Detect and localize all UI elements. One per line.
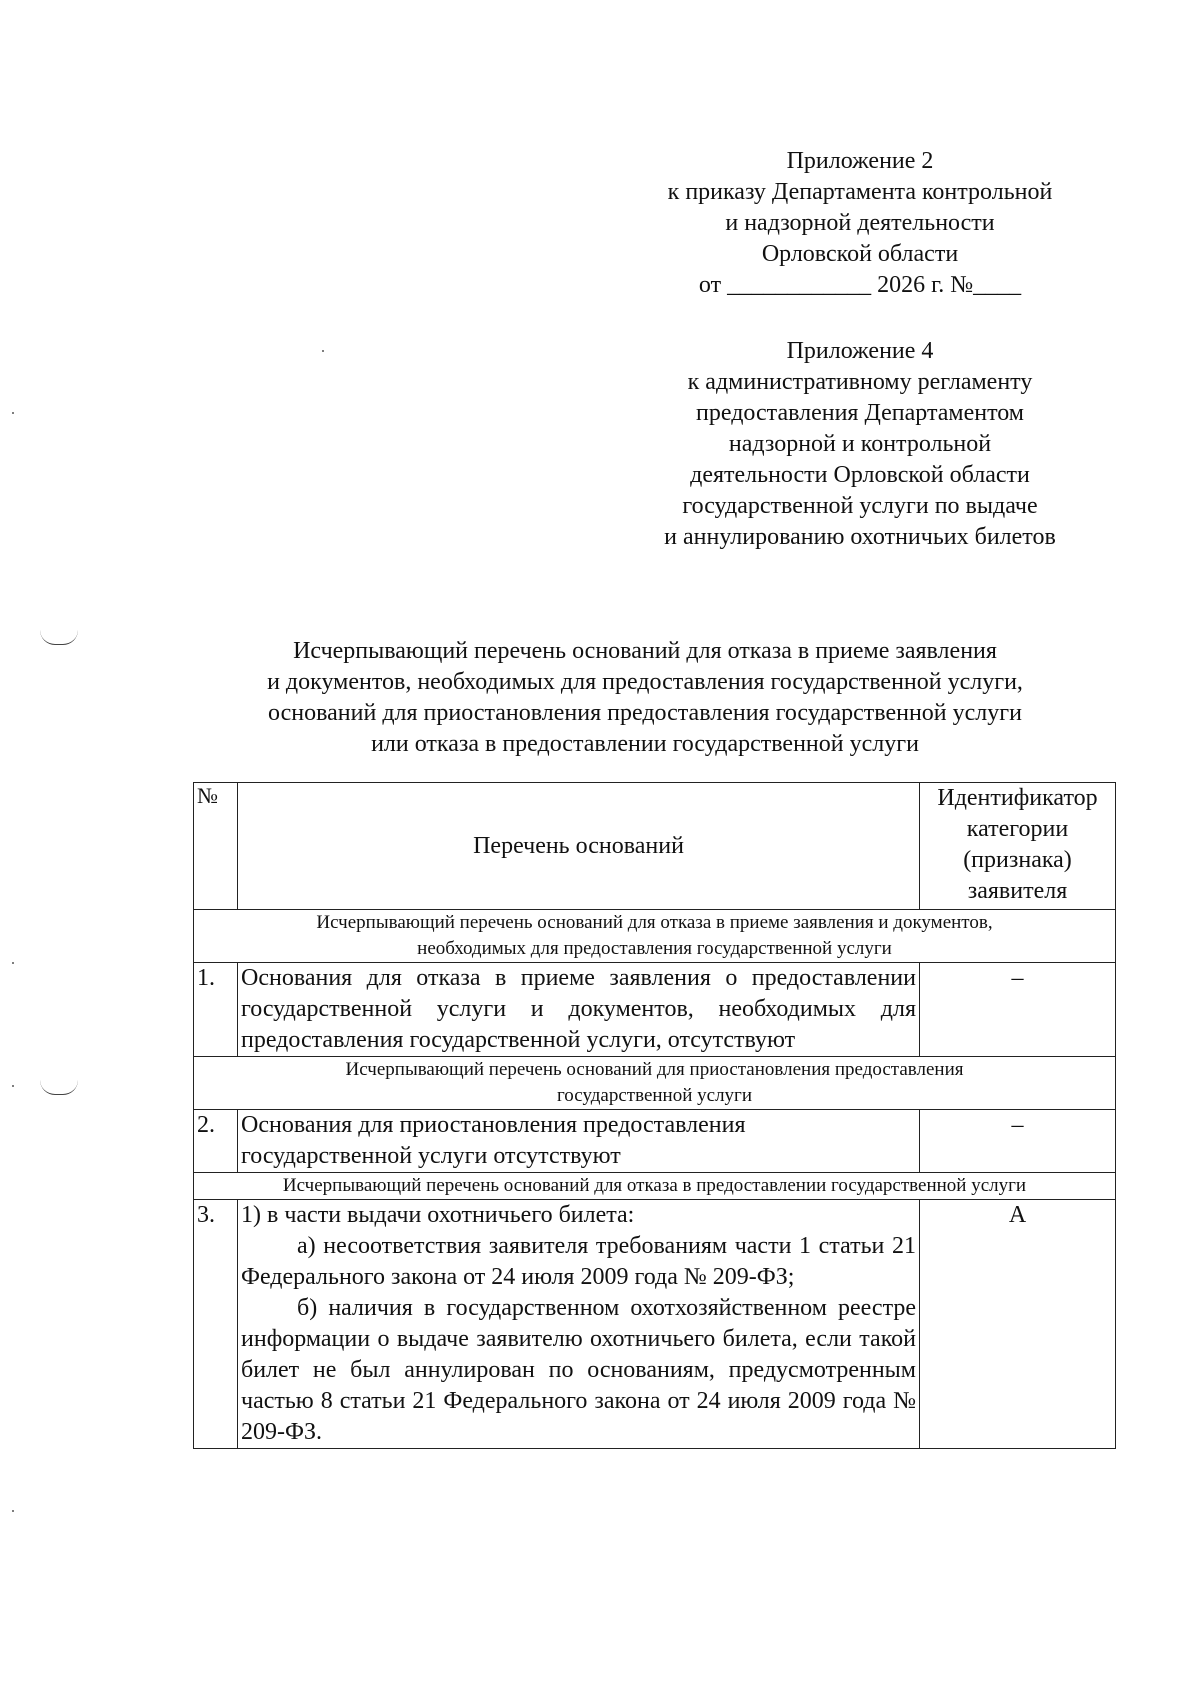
header-id-line: заявителя — [967, 878, 1068, 904]
document-title — [175, 636, 1115, 760]
section-line: необходимых для предоставления государственной услуги — [417, 938, 892, 959]
header-grounds-list: Перечень оснований — [238, 783, 920, 910]
appendix-4-line: предоставления Департаментом — [696, 400, 1024, 426]
row-3-paragraph: а) несоответствия заявителя требованиям части 1 статьи 21 Федерального закона от 24 июля 2009 года № 209-ФЗ; — [241, 1233, 916, 1290]
section-suspension — [194, 1057, 1116, 1110]
scan-dot — [12, 962, 14, 964]
row-2-line: Основания для приостановления предоставления — [241, 1112, 746, 1138]
row-applicant-id: – — [920, 963, 1116, 1057]
row-3-paragraph: 1) в части выдачи охотничьего билета: — [241, 1202, 635, 1228]
section-refusal-provision — [194, 1173, 1116, 1200]
header-id-line: категории — [966, 816, 1069, 842]
scan-dot — [12, 1510, 14, 1512]
row-1-paragraph: Основания для отказа в приеме заявления о предоставлении государственной услуги и документов, необходимых для предоставления государственной услуги, отсутствуют — [241, 965, 916, 1053]
row-grounds-text — [238, 1200, 920, 1449]
section-row — [194, 910, 1116, 963]
header-number: № — [194, 783, 238, 910]
header-applicant-category — [920, 783, 1116, 910]
scan-mark — [40, 1080, 78, 1095]
appendix-2-line: Приложение 2 — [786, 148, 934, 174]
scan-dot — [12, 1085, 14, 1087]
appendix-4-line: к административному регламенту — [687, 369, 1033, 395]
table-row — [194, 1110, 1116, 1173]
scan-dot — [322, 350, 324, 352]
table-row — [194, 963, 1116, 1057]
row-number: 3. — [194, 1200, 238, 1449]
row-applicant-id: – — [920, 1110, 1116, 1173]
section-line: государственной услуги — [556, 1085, 753, 1106]
row-number: 2. — [194, 1110, 238, 1173]
appendix-4-line: и аннулированию охотничьих билетов — [664, 524, 1056, 550]
appendix-2-date-line: от ____________ 2026 г. №____ — [698, 272, 1022, 298]
appendix-4-line: Приложение 4 — [786, 338, 934, 364]
section-line: Исчерпывающий перечень оснований для приостановления предоставления — [345, 1059, 964, 1080]
section-line: Исчерпывающий перечень оснований для отказа в предоставлении государственной услуги — [282, 1175, 1027, 1196]
row-grounds-text — [238, 963, 920, 1057]
header-id-line: (признака) — [963, 847, 1072, 873]
appendix-4-line: государственной услуги по выдаче — [682, 493, 1038, 519]
scan-dot — [12, 412, 14, 414]
title-line: и документов, необходимых для предоставления государственной услуги, — [267, 669, 1023, 695]
table-row — [194, 1200, 1116, 1449]
title-line: оснований для приостановления предоставления государственной услуги — [268, 700, 1022, 726]
appendix-2-line: к приказу Департамента контрольной — [667, 179, 1053, 205]
table-header-row — [194, 783, 1116, 910]
section-row — [194, 1057, 1116, 1110]
appendix-2-line: Орловской области — [761, 241, 959, 267]
row-3-paragraph: б) наличия в государственном охотхозяйственном реестре информации о выдаче заявителю охотничьего билета, если такой билет не был аннулирован по основаниям, предусмотренным частью 8 статьи 21 Федерального закона от 24 июля 2009 года № 209-ФЗ. — [241, 1295, 916, 1445]
row-applicant-id: А — [920, 1200, 1116, 1449]
header-id-line: Идентификатор — [937, 785, 1098, 811]
appendix-4-line: деятельности Орловской области — [690, 462, 1030, 488]
appendix-4-line: надзорной и контрольной — [728, 431, 992, 457]
title-line: Исчерпывающий перечень оснований для отказа в приеме заявления — [293, 638, 997, 664]
appendix-2-block — [620, 146, 1100, 301]
row-number: 1. — [194, 963, 238, 1057]
appendix-2-line: и надзорной деятельности — [725, 210, 995, 236]
grounds-table — [193, 782, 1116, 1449]
title-line: или отказа в предоставлении государственной услуги — [371, 731, 919, 757]
row-grounds-text — [238, 1110, 920, 1173]
section-refusal-acceptance — [194, 910, 1116, 963]
section-line: Исчерпывающий перечень оснований для отказа в приеме заявления и документов, — [316, 912, 993, 933]
section-row — [194, 1173, 1116, 1200]
row-2-line: государственной услуги отсутствуют — [241, 1143, 621, 1169]
scan-mark — [40, 630, 78, 645]
appendix-4-block — [620, 336, 1100, 553]
